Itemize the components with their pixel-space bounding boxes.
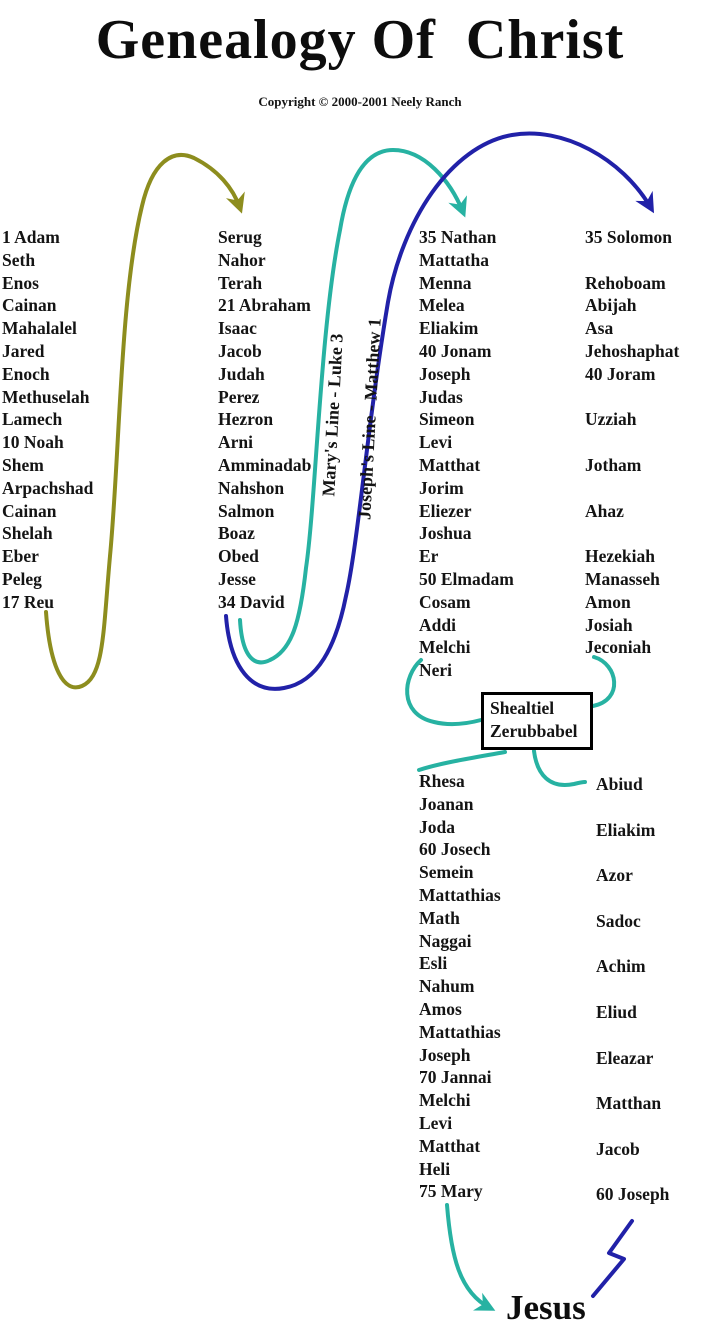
genealogy-column-abiud-to-joseph [596,773,669,1206]
person-name: Addi [419,614,456,635]
person-name: Achim [596,956,646,977]
person-name: Hezekiah [585,546,655,567]
genealogy-column-adam-to-reu [2,226,93,614]
person-name: Melchi [419,1090,471,1111]
person-name: Matthat [419,454,481,475]
person-name: Asa [585,318,614,339]
person-name: 10 Noah [2,432,64,453]
person-name: Rehoboam [585,272,666,293]
person-name: Hezron [218,409,274,430]
person-name: Ahaz [585,500,624,521]
person-name: Eliakim [596,819,656,840]
person-name [585,386,679,409]
genealogy-column-solomon-to-jeconiah [585,226,679,659]
person-name [596,887,669,910]
person-name: Sadoc [596,910,641,931]
genealogy-column-rhesa-to-mary [419,770,501,1203]
person-name: Salmon [218,500,275,521]
person-name: Arni [218,432,253,453]
person-name: Manasseh [585,568,660,589]
person-name [585,522,679,545]
person-name: Levi [419,432,453,453]
person-name: Mattathias [419,1021,501,1042]
person-name: Rhesa [419,771,465,791]
arrow-mary-to-jesus [447,1205,490,1308]
person-name: Jeconiah [585,637,652,658]
person-name: Eleazar [596,1047,654,1068]
person-name: Judas [419,386,463,407]
shealtiel-zerubbabel-box [481,692,593,750]
person-name: Nahor [218,249,266,270]
person-name: 17 Reu [2,591,55,612]
person-name: Nahum [419,976,475,997]
person-name: Peleg [2,568,42,589]
person-name: Heli [419,1158,451,1179]
person-name: Joanan [419,793,474,814]
person-name: Joshua [419,523,472,544]
person-name: Joda [419,816,455,837]
person-name: Amminadab [218,454,312,475]
box-name-shealtiel: Shealtiel [490,698,555,718]
person-name: Cainan [2,295,57,316]
person-name: Melchi [419,637,471,658]
person-name: 60 Joseph [596,1184,670,1205]
person-name [596,1069,669,1092]
person-name: Serug [218,227,262,247]
person-name: Matthan [596,1093,662,1114]
person-name: Josiah [585,614,633,635]
person-name: 35 Solomon [585,227,673,247]
person-name: Mattatha [419,249,489,270]
person-name: Obed [218,546,259,567]
copyright-notice: Copyright © 2000-2001 Neely Ranch [258,94,462,109]
person-name: Lamech [2,409,63,430]
person-name [585,431,679,454]
page-title: Genealogy Of Christ [95,9,625,71]
genealogy-column-serug-to-david [218,226,311,614]
person-name: Jacob [218,340,262,361]
person-name: Menna [419,272,472,293]
broken-line-joseph-to-jesus [593,1221,632,1296]
person-name: 50 Elmadam [419,568,514,589]
person-name: Jesse [218,568,256,589]
person-name: Jotham [585,454,642,475]
person-name [596,796,669,819]
person-name: Arpachshad [2,477,94,498]
person-name [585,477,679,500]
person-name: 75 Mary [419,1181,483,1202]
person-name: Boaz [218,523,255,544]
person-name: Judah [218,363,265,384]
person-name: Naggai [419,930,472,951]
person-name: Abiud [596,774,643,794]
line-box-to-rhesa [419,752,505,770]
person-name [596,1115,669,1138]
person-name: 21 Abraham [218,295,311,316]
person-name [585,249,679,272]
person-name: Amos [419,998,462,1019]
person-name: 60 Josech [419,839,491,860]
person-name: Eber [2,546,39,567]
person-name: Shelah [2,523,53,544]
person-name [596,1161,669,1184]
person-name: Melea [419,295,465,316]
line-jeconiah-to-shealtiel-box [593,657,614,706]
person-name: Simeon [419,409,475,430]
jesus-label: Jesus [506,1288,586,1327]
person-name: Cainan [2,500,57,521]
person-name: Eliezer [419,500,472,521]
person-name: Terah [218,272,263,293]
person-name: Matthat [419,1135,481,1156]
person-name: Uzziah [585,409,637,430]
person-name: Jacob [596,1138,640,1159]
person-name [596,1024,669,1047]
person-name: Mahalalel [2,318,77,339]
person-name: 35 Nathan [419,227,497,247]
person-name: Eliakim [419,318,479,339]
person-name: Azor [596,865,633,886]
person-name: Amon [585,591,631,612]
person-name: Math [419,907,460,928]
person-name [596,978,669,1001]
person-name: Enoch [2,363,50,384]
person-name: Semein [419,862,474,883]
person-name: 40 Joram [585,363,656,384]
josephs-line-label: Joseph's Line - Matthew 1 [354,317,385,521]
genealogy-column-nathan-to-neri [419,226,514,682]
person-name: Perez [218,386,260,407]
person-name: Eliud [596,1001,637,1022]
box-name-zerubbabel: Zerubbabel [490,721,578,741]
person-name: Nahshon [218,477,285,498]
person-name: Er [419,546,439,567]
person-name: Levi [419,1112,453,1133]
person-name: Isaac [218,318,257,339]
person-name: Methuselah [2,386,90,407]
person-name: Jorim [419,477,464,498]
marys-line-label: Mary's Line - Luke 3 [318,333,347,497]
person-name: 40 Jonam [419,340,492,361]
person-name: 1 Adam [2,227,60,247]
person-name: Joseph [419,363,471,384]
person-name: Neri [419,660,453,681]
person-name: Shem [2,454,44,475]
person-name: Enos [2,272,39,293]
person-name: Esli [419,953,448,974]
person-name: Joseph [419,1044,471,1065]
person-name: Cosam [419,591,471,612]
person-name [596,933,669,956]
person-name: Jehoshaphat [585,340,680,361]
person-name [596,841,669,864]
person-name: Abijah [585,295,637,316]
person-name: Jared [2,340,45,361]
person-name: 70 Jannai [419,1067,492,1088]
person-name: Mattathias [419,884,501,905]
line-box-to-abiud [534,751,585,785]
person-name: Seth [2,249,36,270]
person-name: 34 David [218,591,285,612]
